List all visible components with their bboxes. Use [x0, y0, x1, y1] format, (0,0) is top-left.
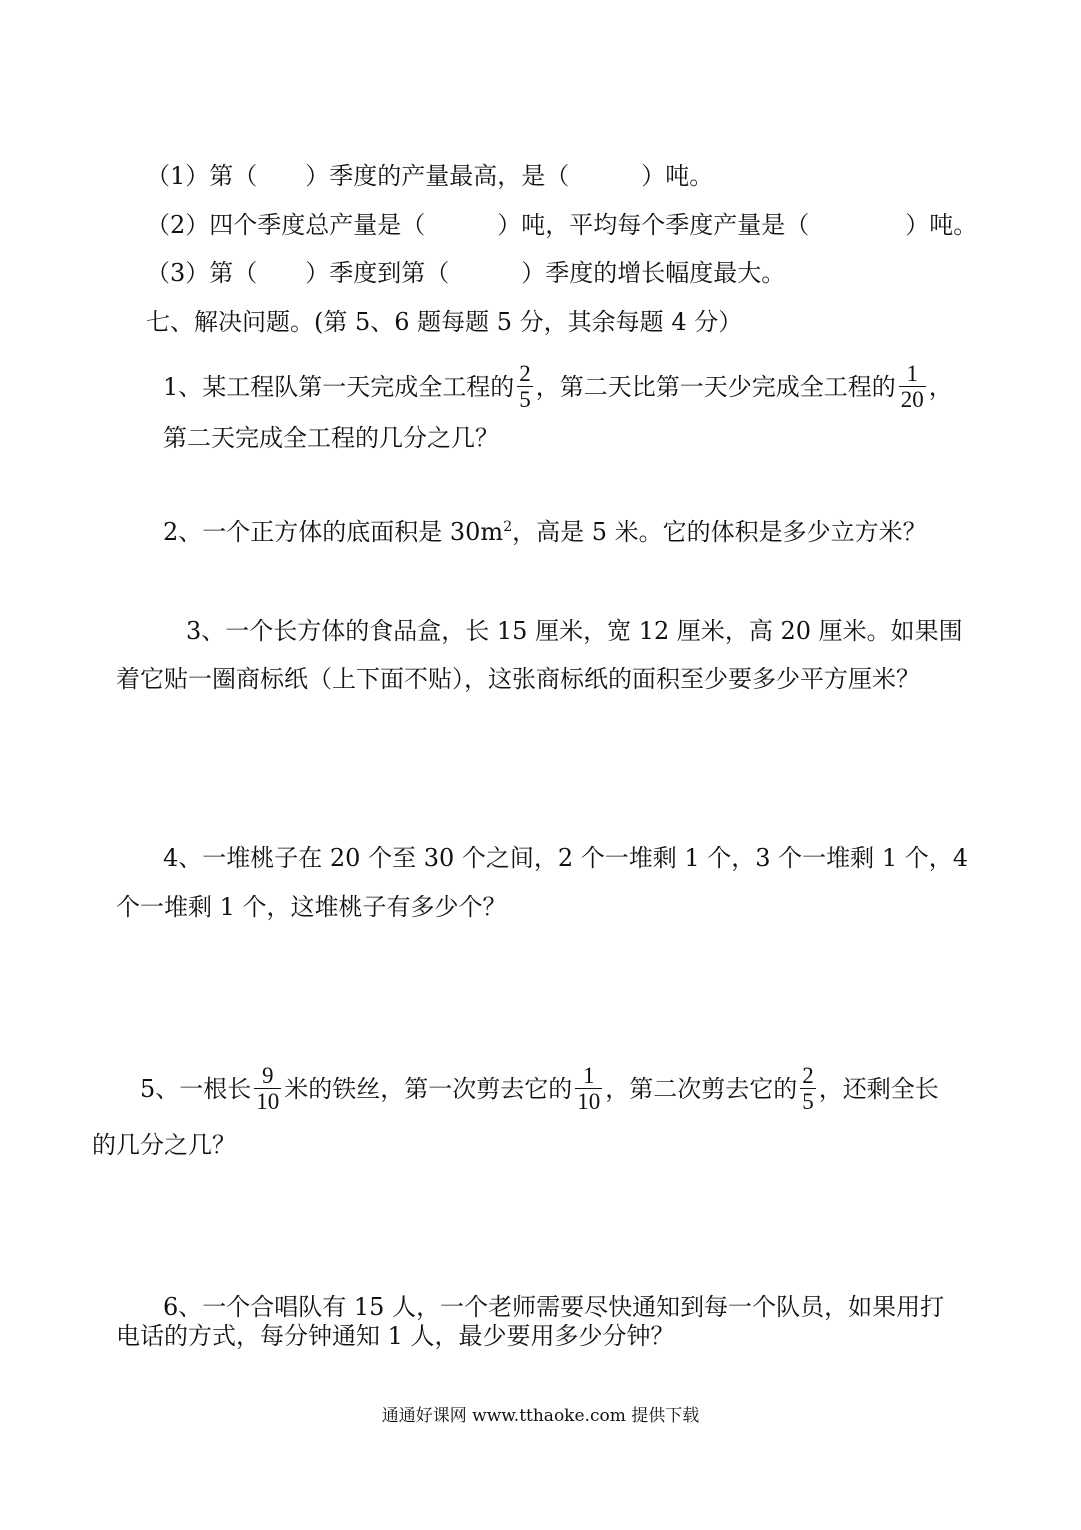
question-6-3: （3）第（ ）季度到第（ ）季度的增长幅度最大。 — [146, 259, 786, 287]
problem-1-line-1 — [163, 363, 953, 414]
question-6-1: （1）第（ ）季度的产量最高，是（ ）吨。 — [146, 162, 714, 190]
problem-1-text-b: ，第二天比第一天少完成全工程的 — [535, 373, 896, 401]
problem-3-line-2: 着它贴一圈商标纸（上下面不贴），这张商标纸的面积至少要多少平方厘米？ — [116, 665, 920, 693]
section-7-heading: 七、解决问题。(第 5、6 题每题 5 分，其余每题 4 分） — [146, 308, 743, 336]
fraction-numerator: 1 — [899, 361, 926, 387]
page-footer: 通通好课网 www.tthaoke.com 提供下载 — [381, 1406, 700, 1426]
problem-5-text-d: ，还剩全长 — [818, 1075, 939, 1103]
problem-1-line-2: 第二天完成全工程的几分之几？ — [163, 424, 499, 452]
fraction-1-20 — [899, 361, 926, 412]
fraction-denominator: 5 — [519, 387, 531, 412]
fraction-denominator: 5 — [802, 1089, 814, 1114]
fraction-denominator: 10 — [256, 1089, 280, 1114]
fraction-numerator: 2 — [519, 361, 531, 386]
problem-4-line-1: 4、一堆桃子在 20 个至 30 个之间，2 个一堆剩 1 个，3 个一堆剩 1 个，4 — [163, 844, 968, 872]
fraction-denominator: 20 — [900, 387, 924, 412]
fraction-9-10 — [254, 1063, 281, 1114]
problem-1-text-a: 1、某工程队第一天完成全工程的 — [163, 373, 515, 401]
problem-2 — [163, 518, 927, 546]
fraction-numerator: 1 — [575, 1063, 602, 1089]
superscript-2: 2 — [503, 519, 513, 535]
fraction-numerator: 9 — [254, 1063, 281, 1089]
fraction-1-10 — [575, 1063, 602, 1114]
problem-5-text-b: 米的铁丝，第一次剪去它的 — [284, 1075, 573, 1103]
problem-3-line-1: 3、一个长方体的食品盒，长 15 厘米，宽 12 厘米，高 20 厘米。如果围 — [186, 617, 963, 645]
fraction-2-5 — [517, 361, 533, 412]
problem-5-line-2: 的几分之几？ — [92, 1131, 236, 1159]
problem-2-text-b: ，高是 5 米。它的体积是多少立方米？ — [512, 518, 927, 546]
problem-6-line-1: 6、一个合唱队有 15 人，一个老师需要尽快通知到每一个队员，如果用打 — [163, 1293, 945, 1321]
fraction-denominator: 10 — [577, 1089, 601, 1114]
problem-5-text-c: ，第二次剪去它的 — [605, 1075, 798, 1103]
fraction-numerator: 2 — [802, 1063, 814, 1088]
problem-5-line-1 — [140, 1065, 939, 1116]
fraction-2-5 — [800, 1063, 816, 1114]
problem-1-text-c: ， — [928, 373, 953, 401]
problem-2-text-a: 2、一个正方体的底面积是 30m — [163, 518, 504, 546]
question-6-2: （2）四个季度总产量是（ ）吨，平均每个季度产量是（ ）吨。 — [146, 211, 978, 239]
problem-4-line-2: 个一堆剩 1 个，这堆桃子有多少个？ — [116, 893, 507, 921]
problem-6-line-2: 电话的方式，每分钟通知 1 人，最少要用多少分钟？ — [116, 1322, 675, 1350]
problem-5-text-a: 5、一根长 — [140, 1075, 252, 1103]
